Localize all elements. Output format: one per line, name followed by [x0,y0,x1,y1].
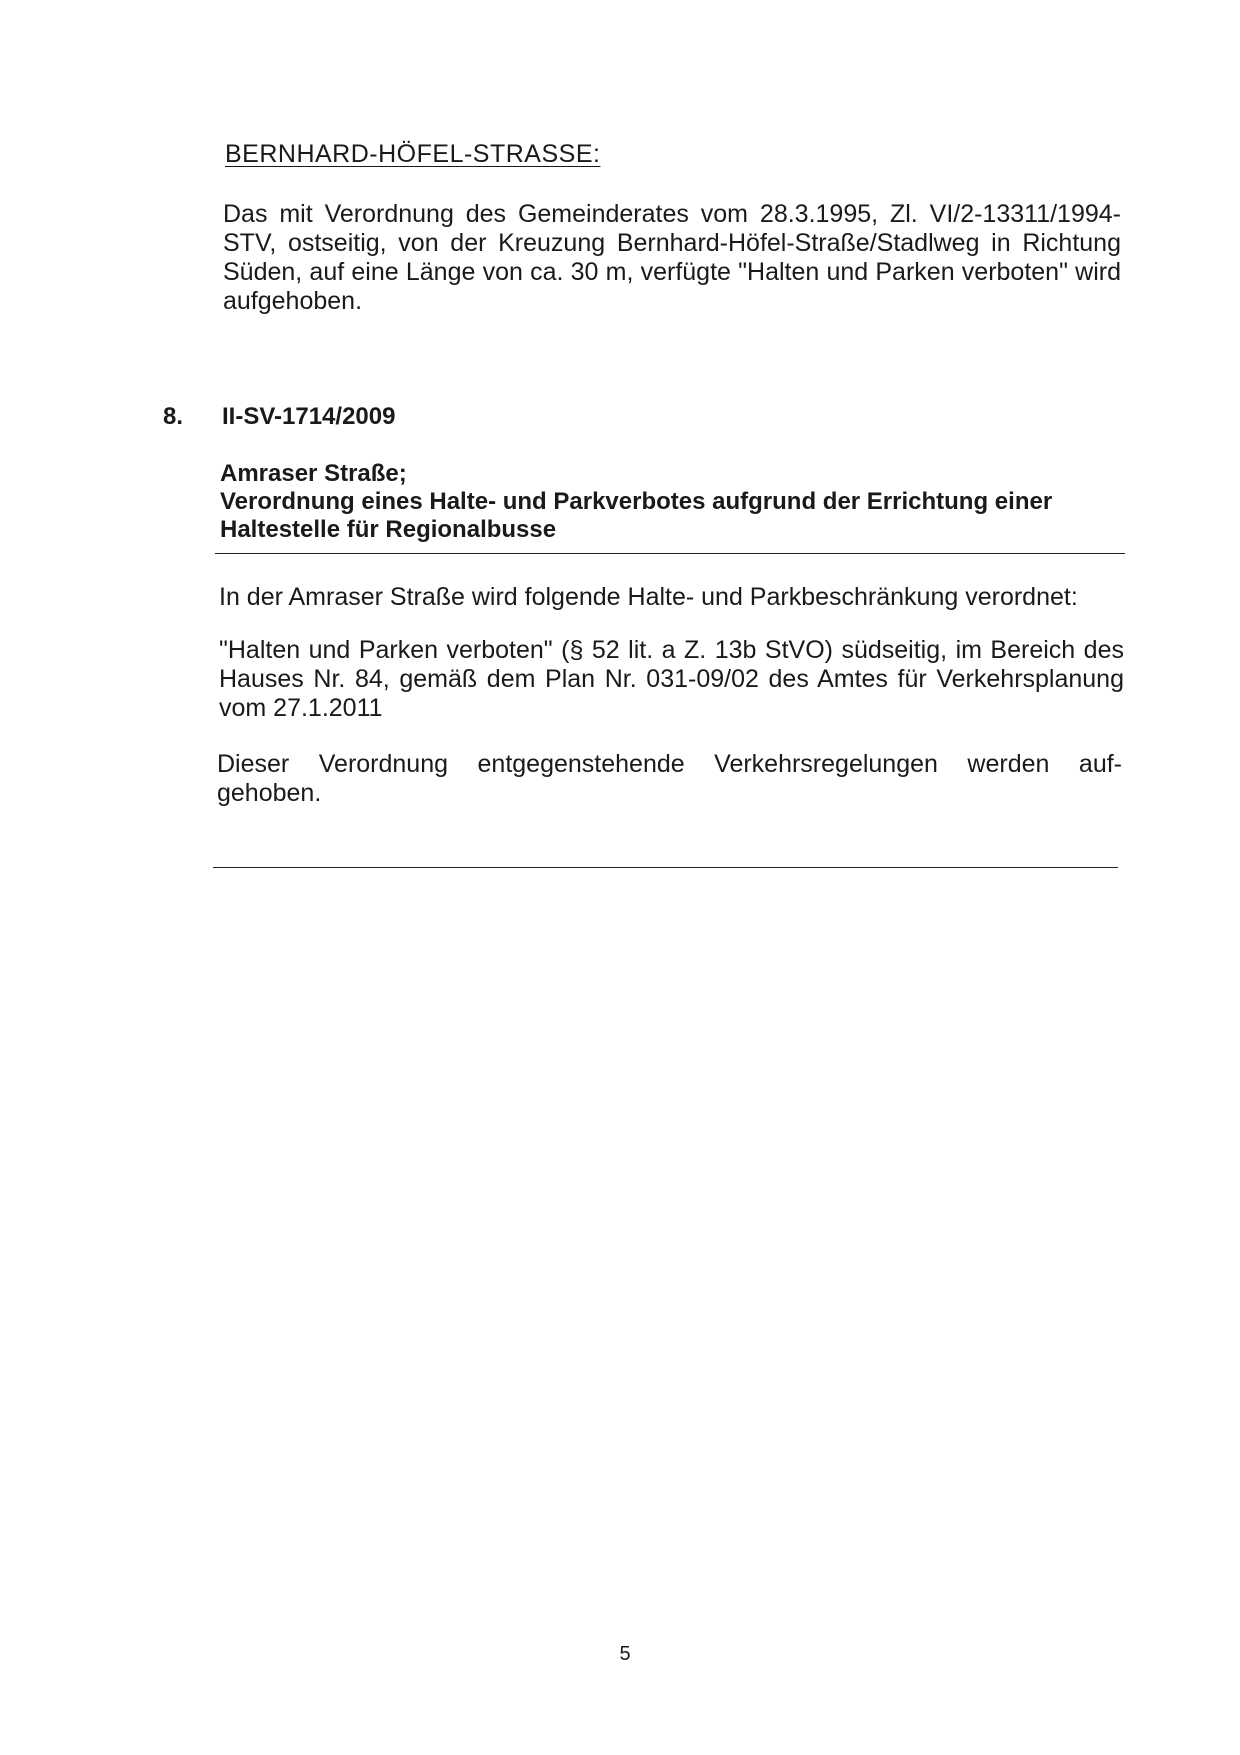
page-number: 5 [619,1643,631,1665]
end-rule [213,867,1118,868]
section-heading: BERNHARD-HÖFEL-STRASSE: [225,140,601,168]
item-paragraph-3-line2: gehoben. [217,779,322,807]
item-code: II-SV-1714/2009 [222,403,396,430]
item-paragraph-1: In der Amraser Straße wird folgende Halte- und Parkbeschränkung verordnet: [219,583,1078,611]
item-paragraph-2: "Halten und Parken verboten" (§ 52 lit. a Z. 13b StVO) südseitig, im Bereich des Hauses Nr. 84, gemäß dem Plan Nr. 031-09/02 des Amtes für Verkehrsplanung vom 27.1.2011 [219,636,1124,722]
item-number: 8. [163,403,184,430]
item-paragraph-3-line1: Dieser Verordnung entgegenstehende Verkehrsregelungen werden auf- [217,750,1122,778]
subject-underline-rule [215,553,1125,554]
item-subject-line2: Verordnung eines Halte- und Parkverbotes aufgrund der Errichtung einer Haltestelle für Regionalbusse [220,488,1053,543]
section-paragraph: Das mit Verordnung des Gemeinderates vom 28.3.1995, Zl. VI/2-13311/1994-STV, ostseitig, von der Kreuzung Bernhard-Höfel-Straße/Stadlweg in Richtung Süden, auf eine Länge von ca. 30 m, verfügte "Halten und Parken verboten" wird aufgehoben. [223,200,1121,315]
item-subject-line1: Amraser Straße; [220,460,407,487]
item-paragraph-3 [217,750,1122,808]
item-subject [220,460,1130,544]
